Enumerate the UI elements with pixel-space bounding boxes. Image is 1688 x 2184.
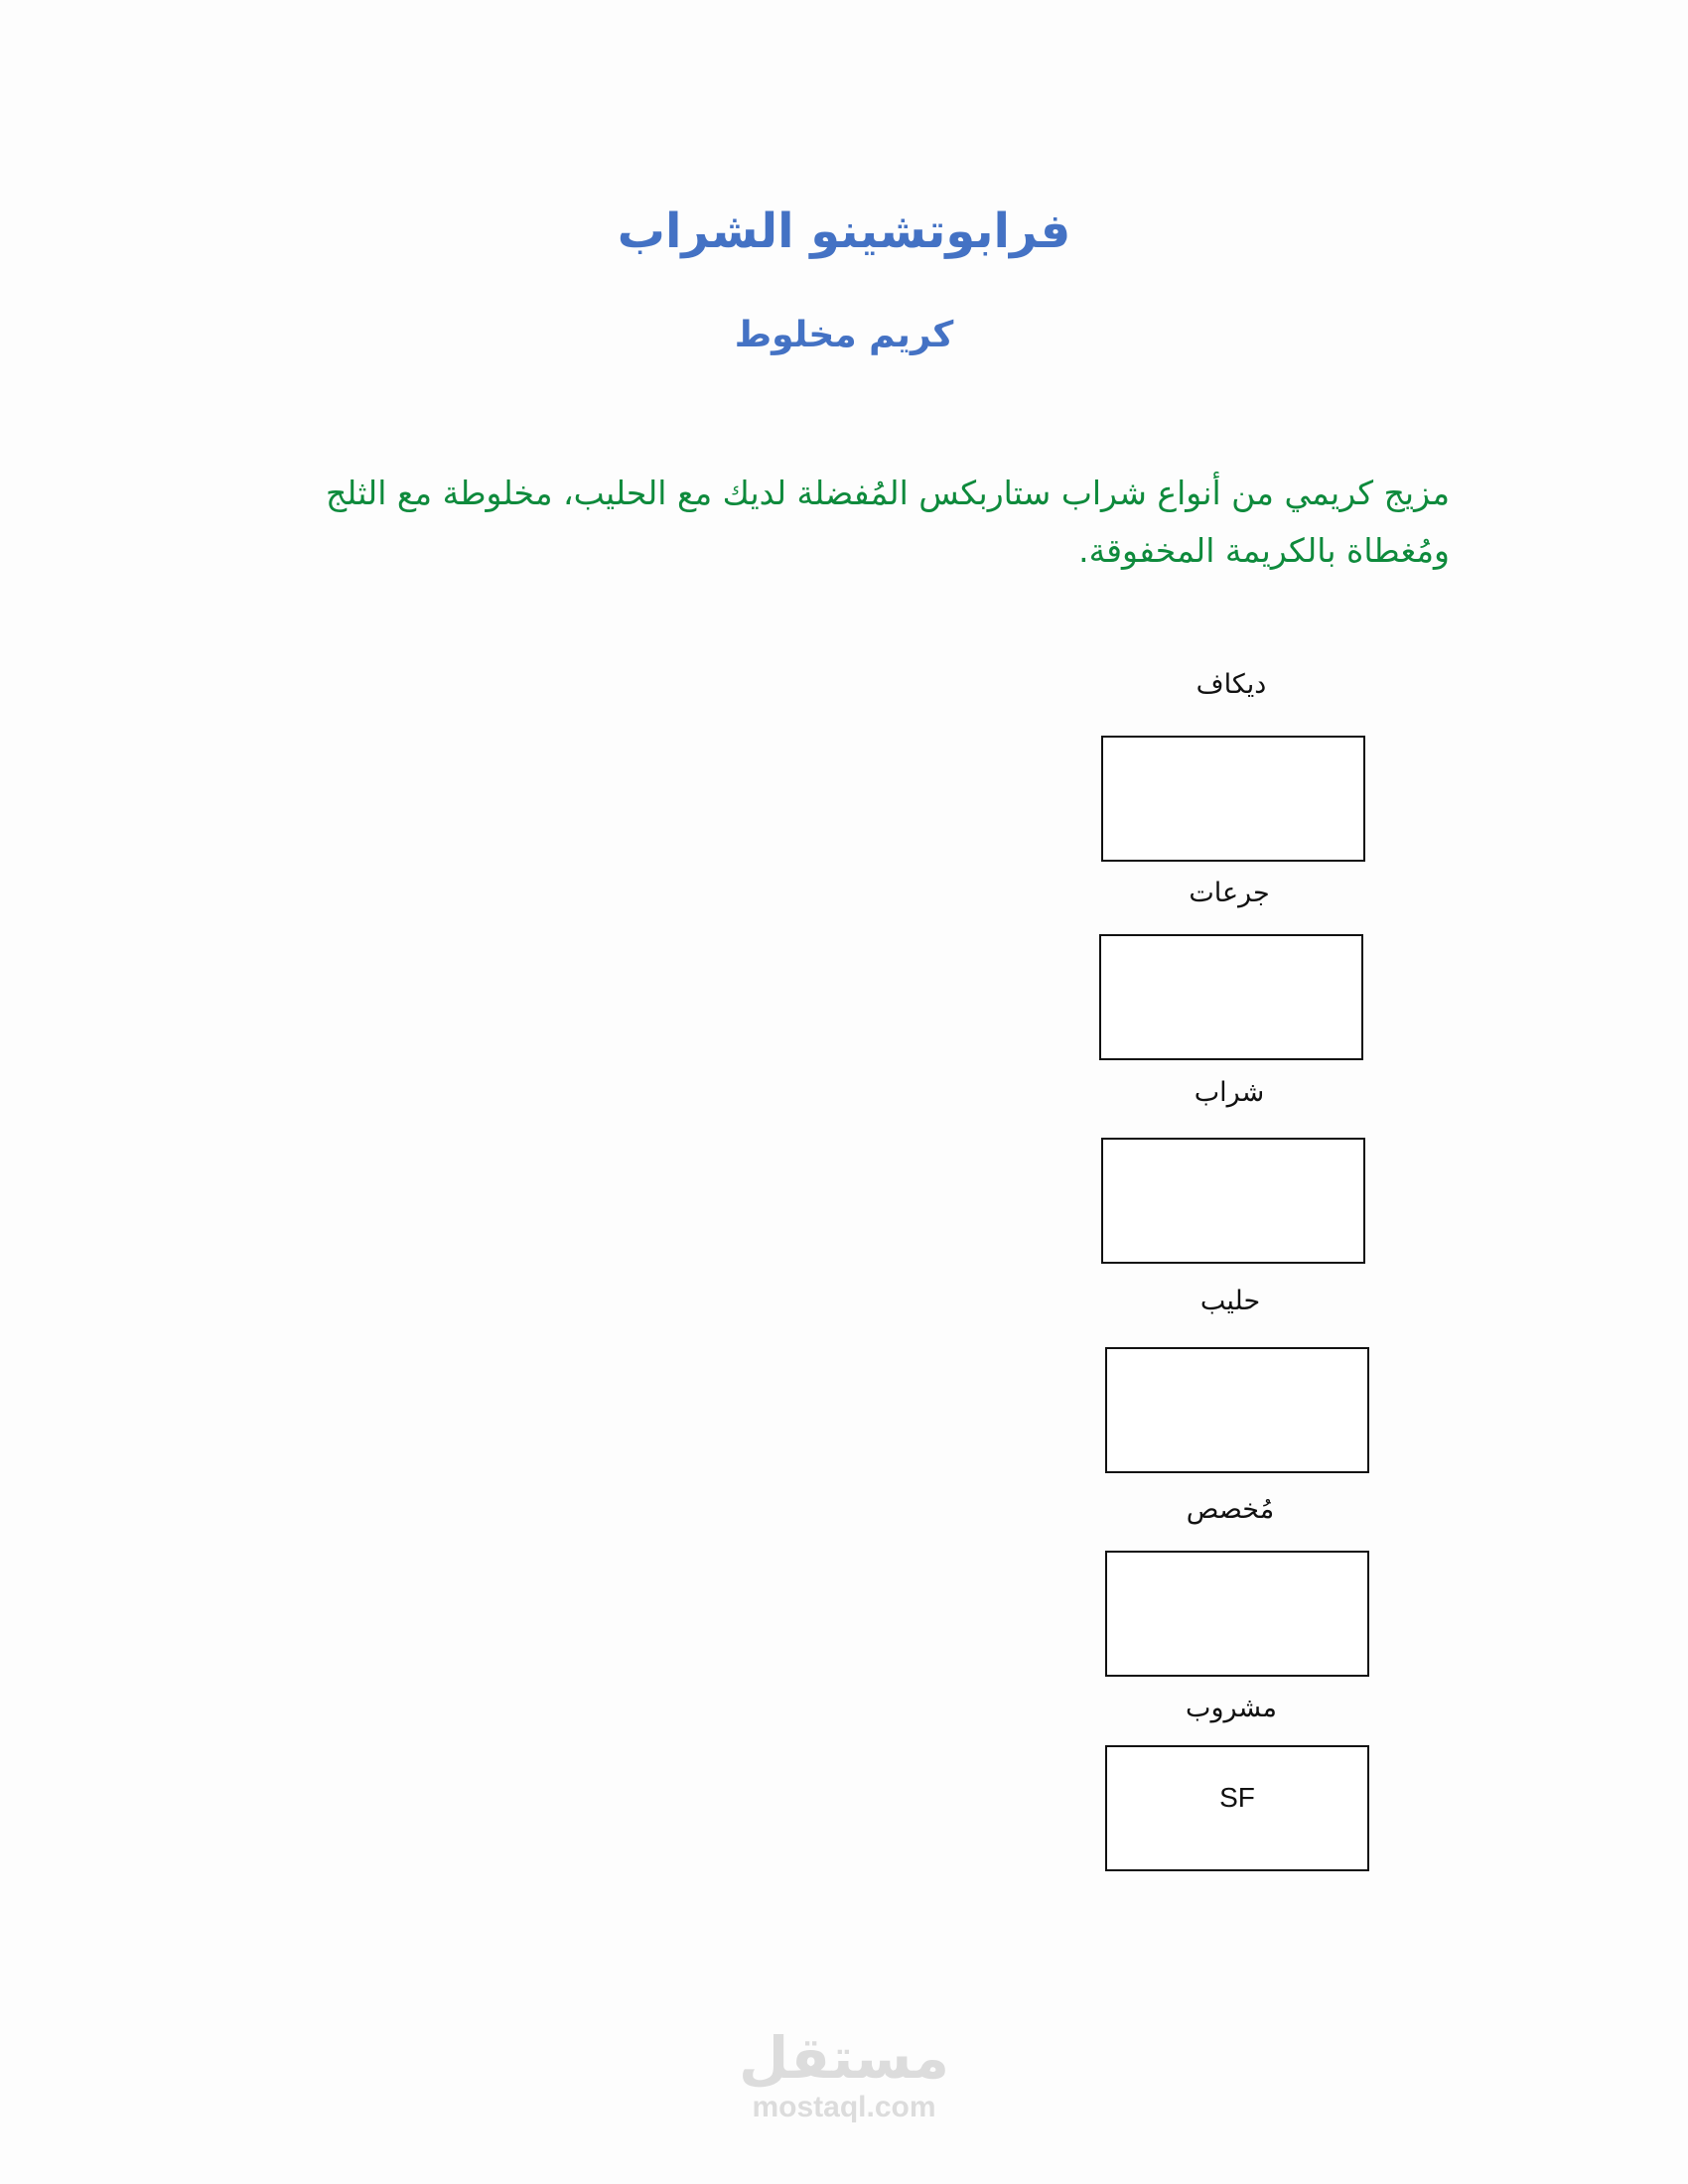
shots-value [1101,936,1361,971]
watermark-logo: مستقل [738,2024,950,2092]
page-title: فرابوتشينو الشراب [617,204,1071,259]
mostaql-watermark [695,2025,993,2124]
syrup-box[interactable] [1101,1138,1365,1264]
custom-box[interactable] [1105,1551,1369,1677]
decaf-box[interactable] [1101,736,1365,862]
custom-value [1107,1553,1367,1587]
page-subtitle: كريم مخلوط [734,315,954,355]
drink-description: مزيج كريمي من أنواع شراب ستاربكس المُفضلة لديك مع الحليب، مخلوطة مع الثلج ومُغطاة بالكريمة المخفوقة. [325,474,1450,570]
drink-box[interactable] [1105,1745,1369,1871]
drink-value: SF [1219,1782,1255,1813]
shots-box[interactable] [1099,934,1363,1060]
drink-label: مشروب [1186,1693,1277,1723]
watermark-domain: mostaql.com [752,2091,936,2123]
syrup-value [1103,1140,1363,1174]
milk-box[interactable] [1105,1347,1369,1473]
custom-label: مُخصص [1186,1494,1275,1525]
milk-value [1107,1349,1367,1384]
shots-label: جرعات [1189,878,1270,908]
decaf-label: ديكاف [1196,669,1267,700]
milk-label: حليب [1199,1286,1261,1316]
decaf-value [1103,738,1363,772]
syrup-label: شراب [1194,1077,1265,1108]
